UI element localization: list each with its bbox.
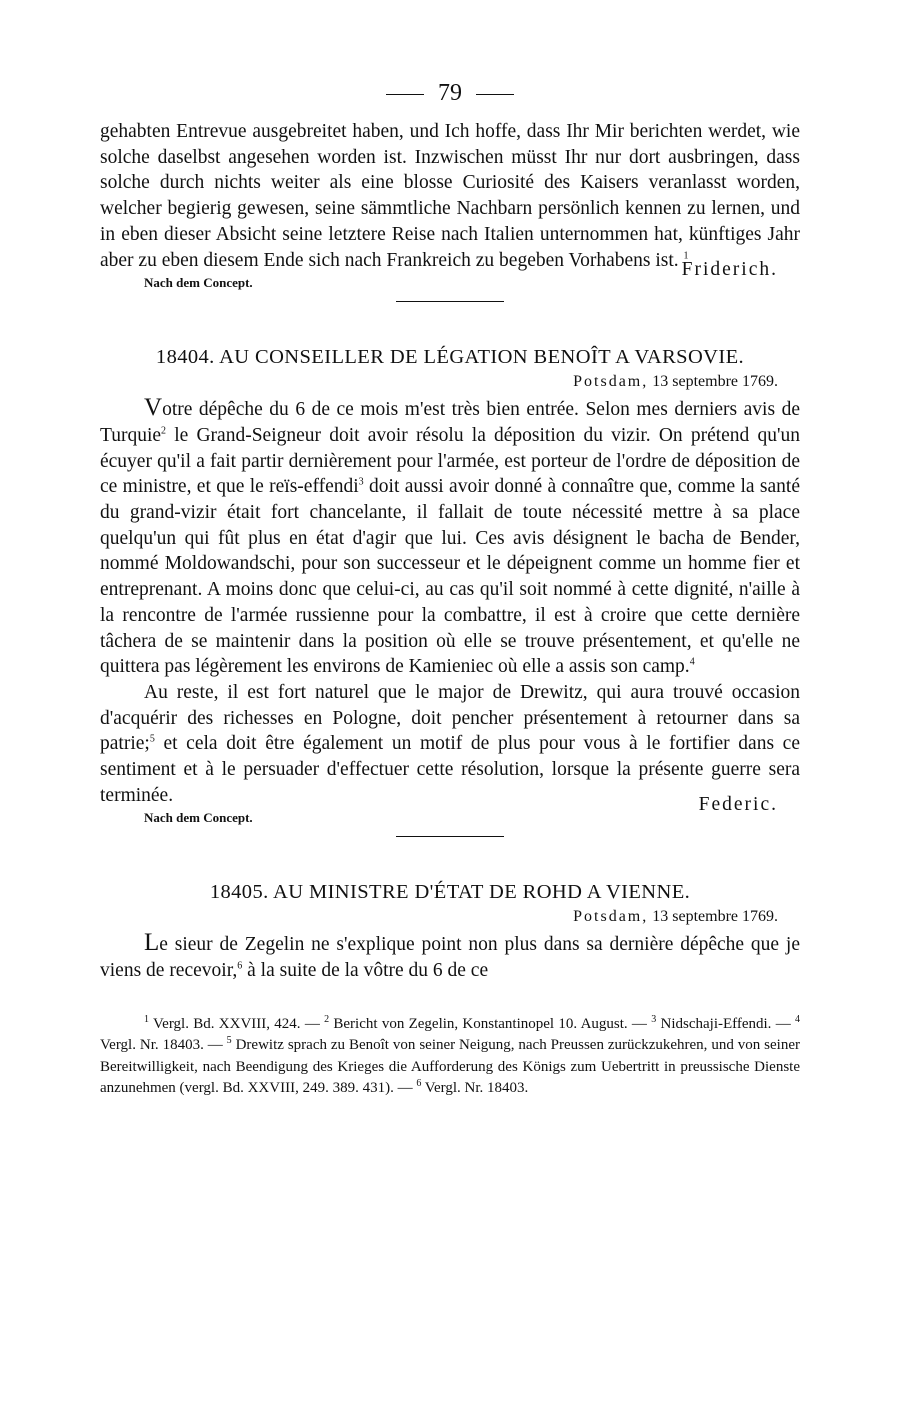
source-note: Nach dem Concept. (144, 810, 253, 826)
section-divider (396, 836, 504, 837)
header-dash-right (476, 94, 514, 95)
dateline: Potsdam, 13 septembre 1769. (573, 908, 778, 926)
footnote-ref: 6 (237, 960, 243, 972)
page-number: 79 (438, 80, 462, 106)
body-paragraph: Au reste, il est fort naturel que le major de Drewitz, qui aura trouvé occasion d'acquérir des richesses en Pologne, doit pencher présentement à retourner dans sa patrie;$^5$ et cela doit être également un motif de plus pour vous à le fortifier dans ce sentiment et à le persuader d'effectuer cette résolution, lorsque la présente guerre sera terminée. (100, 681, 800, 806)
document-heading: 18404. AU CONSEILLER DE LÉGATION BENOÎT A VARSOVIE. (155, 346, 745, 369)
document-heading: 18405. AU MINISTRE D'ÉTAT DE ROHD A VIENNE. (209, 881, 691, 904)
dateline: Potsdam, 13 septembre 1769. (573, 373, 778, 391)
footnote-ref: 5 (149, 733, 155, 745)
footnote-ref: 3 (358, 476, 364, 488)
letter-end-paragraph (100, 119, 800, 273)
footnotes (100, 1014, 800, 1100)
initial-letter: V (144, 394, 163, 422)
signature: Friderich. (681, 259, 778, 281)
page-header (100, 80, 800, 107)
initial-letter: L (144, 929, 160, 957)
signature: Federic. (698, 794, 778, 816)
header-dash-left (386, 94, 424, 95)
letter-end-text: gehabten Entrevue ausgebreitet haben, und Ich hoffe, dass Ihr Mir berichten werdet, wie solche daselbst angesehen worden ist. Inzwischen müsst Ihr nur dort ausbringen, dass solche durch nichts weiter als eine blosse Curiosité des Kaisers veranlasst worden, welcher begierig gewesen, seine sämmtliche Nachbarn persönlich kennen zu lernen, und in eben dieser Absicht seine letztere Reise nach Italien unternommen hat, künftiges Jahr aber zu eben diesem Ende sich nach Frankreich zu begeben Vorhabens ist. (100, 121, 800, 271)
source-note: Nach dem Concept. (144, 275, 253, 291)
footnote-ref: 1 (683, 250, 689, 262)
footnote-text: $^1$ Vergl. Bd. XXVIII, 424. — $^2$ Bericht von Zegelin, Konstantinopel 10. August. — $^3$ Nidschaji-Effendi. — $^4$ Vergl. Nr. 18403. — $^5$ Drewitz sprach zu Benoît von seiner Neigung, nach Preussen zurückzukehren, und von seiner Bereitwilligkeit, nach Beendigung des Krieges die Aufforderung des Königs zum Uebertritt in preussische Dienste anzunehmen (vergl. Bd. XXVIII, 249. 389. 431). — $^6$ Vergl. Nr. 18403. (100, 1013, 800, 1097)
book-page (100, 80, 800, 1100)
body-paragraph: Le sieur de Zegelin ne s'explique point non plus dans sa dernière dépêche que je viens de recevoir,$^6$ à la suite de la vôtre du 6 de ce (100, 929, 800, 982)
body-paragraph: Votre dépêche du 6 de ce mois m'est très bien entrée. Selon mes derniers avis de Turquie$^2$ le Grand-Seigneur doit avoir résolu la déposition du vizir. On prétend qu'un écuyer qu'il a fait partir dernièrement pour l'armée, est porteur de l'ordre de déposition de ce ministre, et que le reïs-effendi$^3$ doit aussi avoir donné à connaître que, comme la santé du grand-vizir était fort chancelante, il fallait de toute nécessité mettre à sa place quelqu'un qui fût plus en état d'agir que lui. Ces avis désignent le bacha de Bender, nommé Moldowandschi, pour son successeur et le dépeignent comme un homme fier et entreprenant. A moins donc que celui-ci, au cas qu'il soit nommé à cette dignité, n'aille à la rencontre de l'armée russienne pour la combattre, il est à croire que cette dernière tâchera de se maintenir dans la position où elle se trouve présentement, et qu'elle ne quittera pas légèrement les environs de Kamieniec où elle a assis son camp.$^4$ (100, 394, 801, 678)
section-divider (396, 301, 504, 302)
footnote-ref: 4 (689, 656, 695, 668)
footnote-ref: 2 (161, 425, 167, 437)
